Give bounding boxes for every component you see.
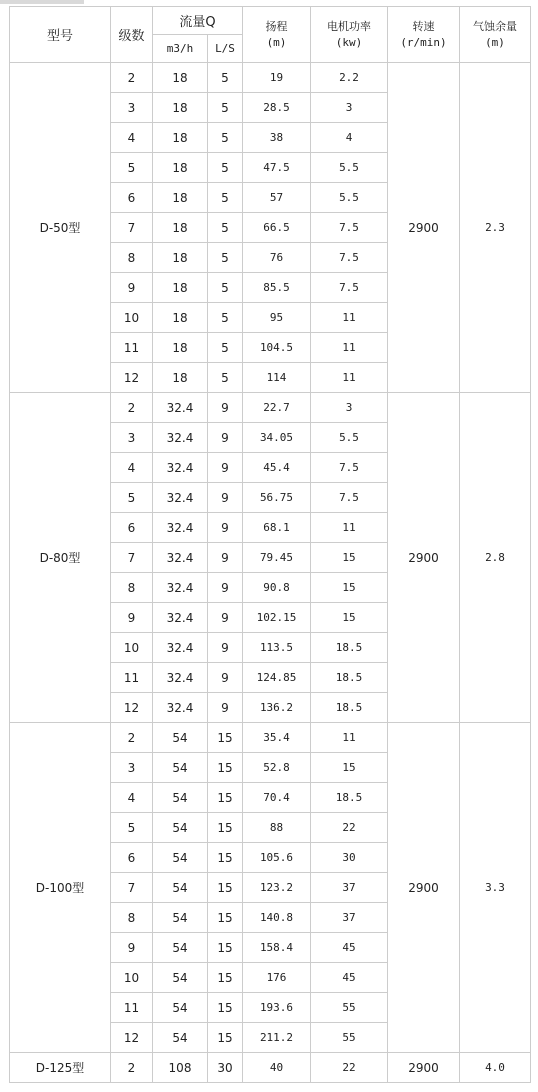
cell-power: 15 [311,573,388,603]
cell-head: 113.5 [243,633,311,663]
cell-power: 37 [311,873,388,903]
cell-flow-m3h: 54 [153,723,208,753]
cell-head: 68.1 [243,513,311,543]
cell-power: 7.5 [311,243,388,273]
cell-flow-ls: 15 [208,843,243,873]
cell-stage: 7 [111,873,153,903]
cell-flow-ls: 15 [208,903,243,933]
cell-flow-ls: 9 [208,483,243,513]
cell-flow-m3h: 32.4 [153,603,208,633]
cell-power: 18.5 [311,693,388,723]
cell-flow-m3h: 32.4 [153,573,208,603]
cell-flow-ls: 15 [208,813,243,843]
cell-flow-ls: 5 [208,183,243,213]
cell-flow-ls: 5 [208,273,243,303]
cell-speed: 2900 [388,723,460,1053]
cell-power: 18.5 [311,663,388,693]
cell-stage: 6 [111,513,153,543]
cell-stage: 10 [111,963,153,993]
cell-head: 19 [243,63,311,93]
cell-stage: 11 [111,993,153,1023]
cell-head: 22.7 [243,393,311,423]
cell-flow-m3h: 54 [153,933,208,963]
cell-head: 104.5 [243,333,311,363]
cell-head: 211.2 [243,1023,311,1053]
cell-flow-m3h: 18 [153,273,208,303]
cell-head: 35.4 [243,723,311,753]
cell-flow-ls: 5 [208,123,243,153]
cell-head: 38 [243,123,311,153]
cell-flow-m3h: 54 [153,903,208,933]
cell-stage: 9 [111,933,153,963]
cell-flow-ls: 9 [208,573,243,603]
cell-flow-m3h: 54 [153,873,208,903]
cell-model: D-80型 [10,393,111,723]
cell-head: 193.6 [243,993,311,1023]
cell-flow-ls: 9 [208,603,243,633]
cell-power: 18.5 [311,783,388,813]
cell-flow-ls: 5 [208,303,243,333]
header-flow-ls: L/S [208,35,243,63]
cell-power: 5.5 [311,153,388,183]
cell-stage: 3 [111,423,153,453]
cell-power: 45 [311,933,388,963]
cell-power: 11 [311,333,388,363]
table-header [10,7,531,63]
cell-flow-m3h: 32.4 [153,483,208,513]
cell-stage: 10 [111,303,153,333]
cell-flow-ls: 9 [208,663,243,693]
cell-stage: 9 [111,603,153,633]
cell-stage: 9 [111,273,153,303]
cell-head: 136.2 [243,693,311,723]
cell-flow-m3h: 18 [153,243,208,273]
cell-stage: 8 [111,243,153,273]
table-body [10,63,531,1083]
cell-head: 85.5 [243,273,311,303]
cell-flow-ls: 15 [208,1023,243,1053]
cell-power: 7.5 [311,453,388,483]
cell-flow-m3h: 54 [153,813,208,843]
cell-power: 55 [311,993,388,1023]
cell-stage: 11 [111,663,153,693]
table-row [10,393,531,423]
cell-stage: 12 [111,693,153,723]
cell-stage: 5 [111,483,153,513]
cell-head: 52.8 [243,753,311,783]
cell-flow-m3h: 18 [153,333,208,363]
header-speed: 转速 (r/min) [388,7,460,63]
cell-flow-m3h: 54 [153,963,208,993]
cell-flow-ls: 5 [208,153,243,183]
cell-stage: 3 [111,753,153,783]
cell-flow-ls: 15 [208,993,243,1023]
cell-flow-m3h: 54 [153,753,208,783]
cell-flow-ls: 15 [208,723,243,753]
cell-stage: 4 [111,123,153,153]
cell-stage: 8 [111,573,153,603]
cell-flow-m3h: 32.4 [153,513,208,543]
cell-npsh: 2.3 [460,63,531,393]
cell-power: 4 [311,123,388,153]
table-row [10,63,531,93]
header-flow-m3h: m3/h [153,35,208,63]
cell-head: 90.8 [243,573,311,603]
cell-stage: 11 [111,333,153,363]
cell-stage: 4 [111,453,153,483]
cell-flow-m3h: 32.4 [153,423,208,453]
cell-flow-m3h: 18 [153,153,208,183]
cell-head: 158.4 [243,933,311,963]
cell-power: 5.5 [311,423,388,453]
cell-model: D-100型 [10,723,111,1053]
cell-flow-m3h: 32.4 [153,663,208,693]
cell-flow-ls: 5 [208,93,243,123]
cell-head: 95 [243,303,311,333]
cell-flow-m3h: 18 [153,63,208,93]
cell-stage: 12 [111,363,153,393]
cell-flow-ls: 15 [208,933,243,963]
cell-stage: 2 [111,723,153,753]
header-head: 扬程 (m) [243,7,311,63]
cell-flow-m3h: 18 [153,363,208,393]
cell-head: 28.5 [243,93,311,123]
cell-flow-m3h: 18 [153,123,208,153]
cell-npsh: 4.0 [460,1053,531,1083]
cell-stage: 5 [111,813,153,843]
header-npsh: 气蚀余量 (m) [460,7,531,63]
cell-stage: 6 [111,183,153,213]
cell-flow-m3h: 18 [153,183,208,213]
cell-power: 22 [311,813,388,843]
cell-stage: 3 [111,93,153,123]
cell-flow-ls: 9 [208,543,243,573]
cell-stage: 5 [111,153,153,183]
cell-flow-m3h: 54 [153,993,208,1023]
cell-stage: 8 [111,903,153,933]
header-stages: 级数 [111,7,153,63]
cell-head: 105.6 [243,843,311,873]
cell-stage: 4 [111,783,153,813]
cell-stage: 7 [111,543,153,573]
cell-power: 18.5 [311,633,388,663]
cell-power: 7.5 [311,483,388,513]
cell-model: D-50型 [10,63,111,393]
cell-power: 3 [311,93,388,123]
cell-power: 11 [311,723,388,753]
cell-head: 140.8 [243,903,311,933]
cell-npsh: 3.3 [460,723,531,1053]
cell-flow-ls: 9 [208,513,243,543]
cell-npsh: 2.8 [460,393,531,723]
cell-head: 123.2 [243,873,311,903]
cell-flow-m3h: 32.4 [153,543,208,573]
cell-power: 11 [311,363,388,393]
cell-flow-ls: 5 [208,243,243,273]
pump-spec-table [9,6,531,1083]
cell-head: 40 [243,1053,311,1083]
header-model: 型号 [10,7,111,63]
cell-power: 5.5 [311,183,388,213]
cell-head: 66.5 [243,213,311,243]
cell-flow-ls: 5 [208,213,243,243]
cell-flow-ls: 5 [208,333,243,363]
cell-power: 30 [311,843,388,873]
cell-stage: 10 [111,633,153,663]
cell-head: 176 [243,963,311,993]
cell-power: 55 [311,1023,388,1053]
cell-flow-m3h: 32.4 [153,453,208,483]
cell-head: 70.4 [243,783,311,813]
cell-flow-m3h: 32.4 [153,393,208,423]
cell-power: 45 [311,963,388,993]
cell-head: 79.45 [243,543,311,573]
cell-power: 7.5 [311,273,388,303]
cell-flow-m3h: 54 [153,1023,208,1053]
cell-power: 11 [311,303,388,333]
cell-flow-ls: 9 [208,393,243,423]
cell-flow-ls: 15 [208,873,243,903]
header-power: 电机功率 (kw) [311,7,388,63]
cell-model: D-125型 [10,1053,111,1083]
cell-flow-ls: 9 [208,423,243,453]
cell-stage: 2 [111,1053,153,1083]
cell-head: 47.5 [243,153,311,183]
cell-power: 15 [311,603,388,633]
cell-flow-m3h: 18 [153,213,208,243]
cell-head: 45.4 [243,453,311,483]
cell-power: 15 [311,753,388,783]
cell-flow-ls: 15 [208,783,243,813]
cell-flow-ls: 30 [208,1053,243,1083]
cell-speed: 2900 [388,1053,460,1083]
cell-stage: 7 [111,213,153,243]
cell-head: 114 [243,363,311,393]
cell-head: 56.75 [243,483,311,513]
cell-flow-m3h: 108 [153,1053,208,1083]
cell-flow-ls: 15 [208,963,243,993]
cell-flow-m3h: 18 [153,303,208,333]
cell-power: 15 [311,543,388,573]
cell-stage: 12 [111,1023,153,1053]
cell-speed: 2900 [388,393,460,723]
cell-stage: 2 [111,63,153,93]
cell-head: 88 [243,813,311,843]
cell-flow-m3h: 32.4 [153,693,208,723]
cell-flow-m3h: 54 [153,783,208,813]
cell-power: 2.2 [311,63,388,93]
cell-flow-ls: 5 [208,63,243,93]
cell-speed: 2900 [388,63,460,393]
cell-stage: 6 [111,843,153,873]
table-row [10,723,531,753]
cell-flow-ls: 5 [208,363,243,393]
cell-power: 7.5 [311,213,388,243]
cell-head: 34.05 [243,423,311,453]
cell-flow-ls: 15 [208,753,243,783]
header-flow: 流量Q [153,7,243,35]
table-row [10,1053,531,1083]
cell-flow-m3h: 32.4 [153,633,208,663]
top-divider [0,0,84,4]
cell-head: 76 [243,243,311,273]
cell-stage: 2 [111,393,153,423]
cell-flow-ls: 9 [208,633,243,663]
cell-flow-m3h: 18 [153,93,208,123]
cell-head: 102.15 [243,603,311,633]
cell-power: 3 [311,393,388,423]
cell-power: 22 [311,1053,388,1083]
cell-head: 124.85 [243,663,311,693]
cell-flow-ls: 9 [208,453,243,483]
cell-power: 37 [311,903,388,933]
cell-flow-m3h: 54 [153,843,208,873]
cell-power: 11 [311,513,388,543]
cell-flow-ls: 9 [208,693,243,723]
cell-head: 57 [243,183,311,213]
